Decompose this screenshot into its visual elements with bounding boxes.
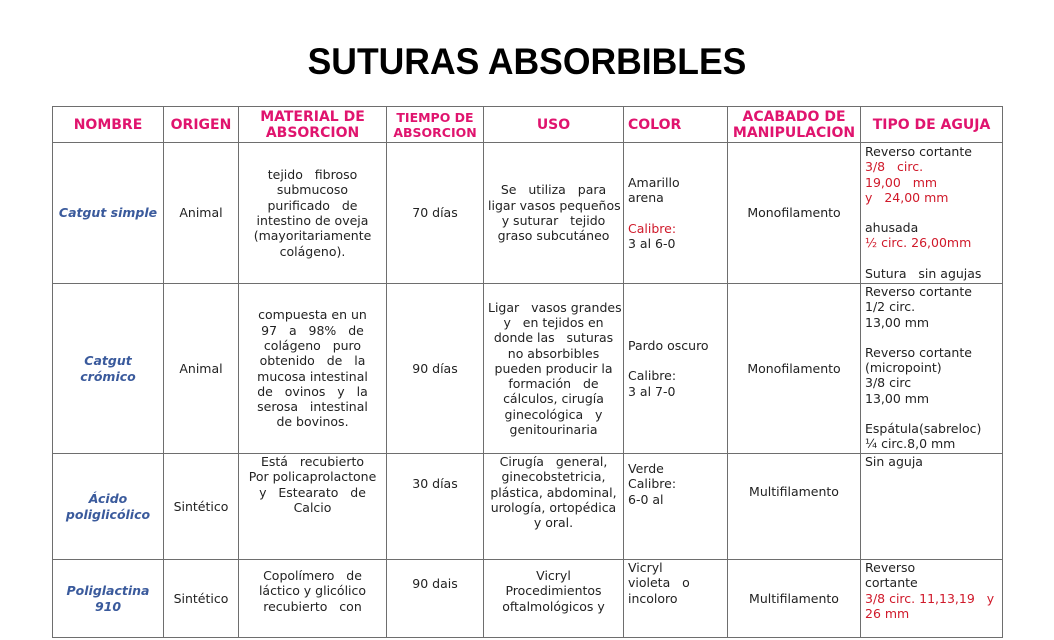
text-line: ¼ circ.8,0 mm: [865, 436, 956, 452]
text-line: submucoso: [276, 182, 349, 198]
cell-aguja: [861, 284, 1003, 454]
text-line: Sin aguja: [865, 454, 923, 469]
text-line: y 24,00 mm: [865, 189, 949, 205]
cell-tiempo: 70 días: [387, 143, 484, 284]
text-line: 19,00 mm: [865, 174, 938, 190]
text-line: Cirugía general,: [499, 454, 608, 469]
text-line: Reverso cortante: [865, 144, 972, 159]
cell-uso: [484, 143, 624, 284]
text-line: colágeno).: [279, 243, 346, 259]
suture-name: Catgut crómico: [80, 353, 136, 384]
text-line: y en tejidos en: [503, 314, 604, 330]
cell-origen: Animal: [164, 143, 239, 284]
text-line: 1/2 circ.: [865, 299, 916, 315]
cell-acabado: Monofilamento: [728, 143, 861, 284]
cell-uso: [484, 560, 624, 638]
text-line: láctico y glicólico: [258, 583, 367, 599]
cell-uso: [484, 454, 624, 560]
cell-nombre: [53, 560, 164, 638]
text-line: Amarillo: [628, 174, 680, 190]
suture-name: Ácido: [88, 491, 128, 507]
text-line: Espátula(sabreloc): [865, 421, 982, 437]
text-line: 97 a 98% de: [261, 322, 364, 338]
text-line: purificado de: [267, 197, 358, 213]
text-line: arena: [628, 190, 664, 206]
text-line: de bovinos.: [276, 414, 349, 430]
suture-name: poliglicólico: [65, 506, 151, 522]
text-line: 13,00 mm: [865, 314, 930, 330]
cell-color: [624, 454, 728, 560]
table-row: [53, 560, 1003, 638]
text-line: violeta o: [628, 575, 690, 591]
header-tiempo: [387, 107, 484, 143]
cell-tiempo: 90 dais: [387, 560, 484, 638]
calibre-label: Calibre:: [628, 368, 677, 384]
text-line: tejido fibroso: [267, 167, 358, 183]
text-line: obtenido de la: [259, 353, 366, 369]
text-line: Verde: [628, 461, 664, 476]
header-nombre: NOMBRE: [53, 107, 164, 143]
text-line: (mayoritariamente: [253, 228, 372, 244]
cell-acabado: Multifilamento: [728, 560, 861, 638]
text-line: ligar vasos pequeños: [488, 197, 621, 213]
cell-nombre: [53, 143, 164, 284]
cell-nombre: [53, 284, 164, 454]
text-line: ginecobstetricia,: [501, 469, 606, 485]
cell-tiempo: 30 días: [387, 454, 484, 560]
header-acabado-line: ACABADO DE: [742, 108, 846, 125]
text-line: Está recubierto: [260, 454, 365, 469]
cell-uso: [484, 284, 624, 454]
text-line: ½ circ. 26,00mm: [865, 235, 972, 251]
calibre-value: 3 al 6-0: [628, 235, 676, 251]
text-line: 3/8 circ.: [865, 159, 924, 175]
text-line: cálculos, cirugía: [503, 391, 604, 407]
text-line: pueden producir la: [494, 360, 613, 376]
table-row: [53, 284, 1003, 454]
cell-aguja: [861, 143, 1003, 284]
suture-name: Poliglactina: [66, 583, 150, 599]
text-line: graso subcutáneo: [497, 228, 610, 244]
text-line: (micropoint): [865, 360, 942, 376]
text-line: 13,00 mm: [865, 390, 930, 406]
suture-name: 910: [94, 598, 122, 614]
header-tiempo-line: ABSORCION: [393, 124, 477, 140]
cell-acabado: Monofilamento: [728, 284, 861, 454]
calibre-value: 3 al 7-0: [628, 383, 676, 399]
cell-color: [624, 143, 728, 284]
text-line: serosa intestinal: [257, 399, 368, 415]
text-line: Reverso: [865, 560, 916, 575]
cell-origen: Sintético: [164, 560, 239, 638]
text-line: y suturar tejido: [501, 213, 606, 228]
text-line: genitourinaria: [509, 422, 598, 438]
header-origen: ORIGEN: [164, 107, 239, 143]
text-line: plástica, abdominal,: [490, 484, 617, 500]
text-line: compuesta en un: [258, 307, 367, 323]
cell-origen: Sintético: [164, 454, 239, 560]
text-line: Procedimientos: [505, 583, 602, 599]
header-acabado-line: MANIPULACION: [732, 124, 856, 141]
text-line: 3/8 circ: [865, 375, 912, 391]
cell-origen: Animal: [164, 284, 239, 454]
text-line: no absorbibles: [507, 345, 600, 361]
text-line: donde las suturas: [493, 330, 614, 346]
suture-name: Catgut simple: [58, 205, 158, 221]
text-line: colágeno puro: [263, 337, 362, 353]
cell-color: [624, 284, 728, 454]
cell-nombre: [53, 454, 164, 560]
header-tipo-aguja: TIPO DE AGUJA: [861, 107, 1003, 143]
cell-color: [624, 560, 728, 638]
text-line: 26 mm: [865, 605, 910, 621]
text-line: recubierto con: [263, 598, 362, 614]
text-line: y oral.: [533, 515, 574, 531]
text-line: Reverso cortante: [865, 344, 972, 360]
header-color: COLOR: [624, 107, 728, 143]
cell-aguja: [861, 560, 1003, 638]
text-line: de ovinos y la: [257, 383, 368, 399]
cell-material: [239, 560, 387, 638]
page-title: SUTURAS ABSORBIBLES: [307, 41, 747, 82]
sutures-table: [52, 106, 1003, 638]
text-line: Ligar vasos grandes: [488, 299, 622, 315]
header-tiempo-line: TIEMPO DE: [396, 109, 474, 125]
cell-acabado: Multifilamento: [728, 454, 861, 560]
text-line: urología, ortopédica: [490, 499, 617, 515]
text-line: oftalmológicos y: [502, 598, 605, 614]
text-line: Reverso cortante: [865, 284, 972, 299]
cell-material: [239, 454, 387, 560]
text-line: incoloro: [628, 590, 678, 606]
text-line: ginecológica y: [504, 406, 603, 422]
header-material: [239, 107, 387, 143]
text-line: mucosa intestinal: [257, 368, 368, 384]
text-line: Calcio: [293, 499, 332, 515]
text-line: cortante: [865, 575, 918, 591]
header-material-line: ABSORCION: [265, 124, 360, 141]
header-material-line: MATERIAL DE: [260, 108, 365, 125]
cell-tiempo: 90 días: [387, 284, 484, 454]
text-line: 3/8 circ. 11,13,19 y: [865, 590, 995, 606]
text-line: Vicryl: [536, 568, 571, 583]
text-line: 6-0 al: [628, 491, 664, 507]
header-acabado: [728, 107, 861, 143]
text-line: Vicryl: [628, 560, 663, 575]
cell-material: [239, 143, 387, 284]
text-line: Calibre:: [628, 476, 677, 492]
text-line: Sutura sin agujas: [865, 265, 982, 281]
calibre-label: Calibre:: [628, 220, 677, 236]
cell-material: [239, 284, 387, 454]
header-uso: USO: [484, 107, 624, 143]
text-line: formación de: [508, 376, 599, 392]
table-row: [53, 454, 1003, 560]
text-line: Copolímero de: [263, 568, 362, 583]
text-line: y Estearato de: [259, 484, 366, 500]
table-row: [53, 143, 1003, 284]
text-line: ahusada: [865, 220, 919, 236]
cell-aguja: [861, 454, 1003, 560]
header-row: [53, 107, 1003, 143]
text-line: Por policaprolactone: [248, 469, 377, 485]
text-line: intestino de oveja: [256, 213, 369, 228]
text-line: Pardo oscuro: [628, 338, 709, 354]
text-line: Se utiliza para: [500, 182, 607, 198]
